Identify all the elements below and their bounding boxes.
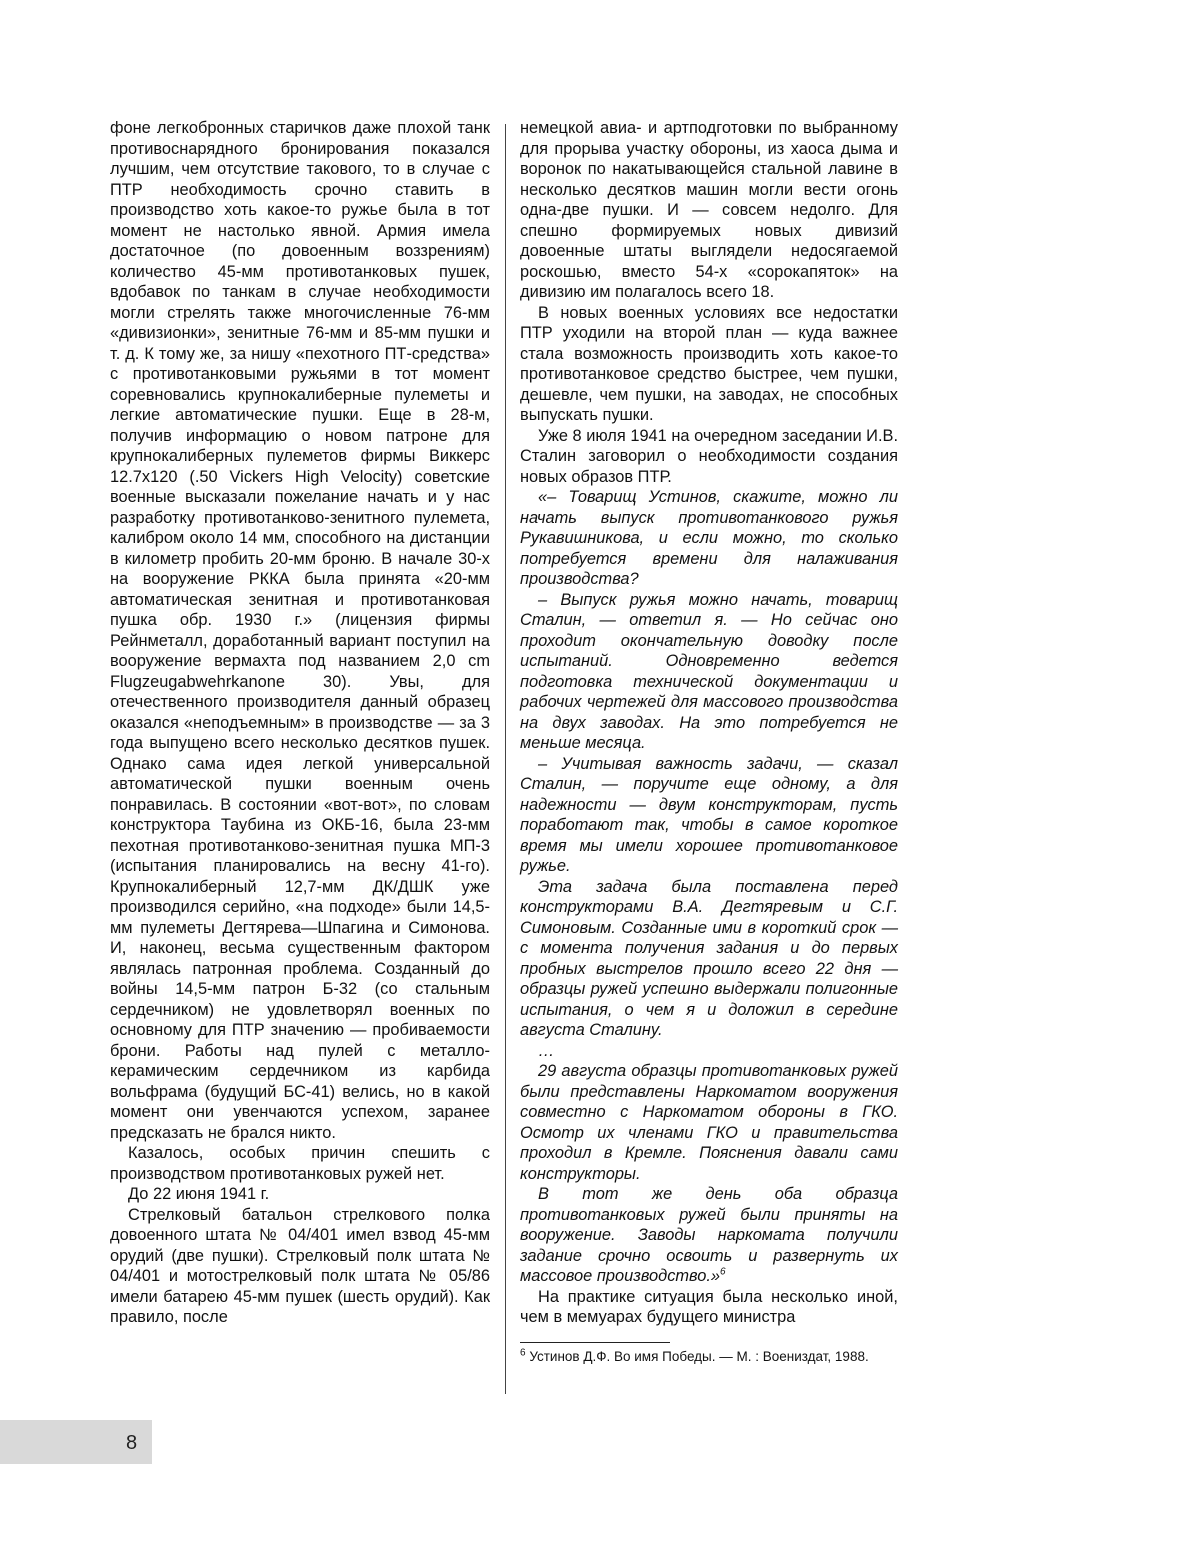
paragraph: В новых военных условиях все недостатки ПТР уходили на второй план — куда важнее стала возможность производить хоть какое-то противотанковое средство быстрее, чем пушки, дешевле, чем пушки, на заводах, не способных выпускать пушки.	[520, 303, 898, 424]
paragraph: На практике ситуация была несколько иной, чем в мемуарах будущего министра	[520, 1287, 898, 1326]
paragraph: Уже 8 июля 1941 на очередном заседании И.В. Сталин заговорил о необходимости создания новых образов ПТР.	[520, 426, 898, 486]
paragraph: Казалось, особых причин спешить с производством противотанковых ружей нет.	[110, 1144, 490, 1183]
paragraph: немецкой авиа- и артподготовки по выбранному для прорыва участку обороны, из хаоса дыма и воронок по накатывающейся стальной лавине в несколько десятков машин могли вести огонь одна-две пушки. И — совсем недолго. Для спешно формируемых новых дивизий довоенные штаты выглядели недосягаемой роскошью, вместо 54-х «сорокапяток» на дивизию им полагалось всего 18.	[520, 119, 898, 301]
quote-paragraph: – Учитывая важность задачи, — сказал Сталин, — поручите еще одному, а для надежности — двум конструкторам, пусть поработают так, чтобы в самое короткое время мы имели хорошее противотанковое ружье.	[520, 754, 898, 875]
column-divider	[505, 124, 506, 1394]
footnote-text: Устинов Д.Ф. Во имя Победы. — М. : Воениздат, 1988.	[525, 1348, 869, 1364]
quote-ellipsis: …	[538, 1041, 555, 1060]
quote-paragraph: 29 августа образцы противотанковых ружей были представлены Наркоматом вооружения совместно с Наркоматом обороны в ГКО. Осмотр их членами ГКО и правительства проходил в Кремле. Пояснения давали сами конструкторы.	[520, 1062, 898, 1183]
right-column	[520, 118, 898, 1366]
quote-paragraph: – Выпуск ружья можно начать, товарищ Сталин, — ответил я. — Но сейчас оно проходит окончательную доводку после испытаний. Одновременно ведется подготовка технической документации и рабочих чертежей для массового производства на двух заводах. На это потребуется не меньше месяца.	[520, 590, 898, 752]
footnote-reference[interactable]: 6	[720, 1266, 726, 1278]
footnote-divider	[520, 1342, 670, 1343]
paragraph: фоне легкобронных старичков даже плохой танк противоснарядного бронирования показался лучшим, чем отсутствие такового, то в случае с ПТР необходимость срочно ставить в производство хоть какое-то ружье была в тот момент не настолько явной. Армия имела достаточное (по довоенным воззрениям) количество 45-мм противотанковых пушек, вдобавок по танкам в случае необходимости могли стрелять также многочисленные 76-мм «дивизионки», зенитные 76-мм и 85-мм пушки и т. д. К тому же, за нишу «пехотного ПТ-средства» с противотанковыми ружьями в тот момент соревновались крупнокалиберные пулеметы и легкие автоматические пушки. Еще в 28-м, получив информацию о новом патроне для крупнокалиберных пулеметов фирмы Виккерс 12.7x120 (.50 Vickers High Velocity) советские военные высказали пожелание начать и у нас разработку противотанково-зенитного пулемета, калибром около 14 мм, способного на дистанции в километр пробить 20-мм броню. В начале 30-х на вооружение РККА была принята «20-мм автоматическая зенитная и противотанковая пушка обр. 1930 г.» (лицензия фирмы Рейнметалл, доработанный вариант поступил на вооружение вермахта под названием 2,0 cm Flugzeugabwehrkanone 30). Увы, для отечественного производителя данный образец оказался «неподъемным» в производстве — за 3 года выпущено всего несколько десятков пушек. Однако сама идея легкой универсальной автоматической пушки военным очень понравилась. В состоянии «вот-вот», по словам конструктора Таубина из ОКБ-16, была 23-мм пехотная противотанково-зенитная пушка МП-3 (испытания планировались на весну 41-го). Крупнокалиберный 12,7-мм ДК/ДШК уже производился серийно, «на подходе» были 14,5-мм пулеметы Дегтярева—Шпагина и Симонова. И, наконец, весьма существенным фактором являлась патронная проблема. Созданный до войны 14,5-мм патрон Б-32 (со стальным сердечником) не удовлетворял военных по основному для ПТР значению — пробиваемости брони. Работы над пулей с металло-керамическим сердечником из карбида вольфрама (будущий БС-41) велись, но в какой момент они увенчаются успехом, заранее предсказать не брался никто.	[110, 119, 490, 1142]
quote-paragraph	[520, 1184, 898, 1287]
paragraph: Стрелковый батальон стрелкового полка довоенного штата № 04/401 имел взвод 45-мм орудий (две пушки). Стрелковый полк штата № 04/401 и мотострелковый полк штата № 05/86 имели батарею 45-мм пушек (шесть орудий). Как правило, после	[110, 1205, 490, 1326]
quote-text: В тот же день оба образца противотанковых ружей были приняты на вооружение. Заводы наркомата получили задание срочно освоить и развернуть их массовое производство.»	[520, 1185, 898, 1285]
page-number: 8	[126, 1432, 138, 1454]
left-column	[110, 118, 490, 1328]
footnote-marker: 6	[520, 1347, 526, 1358]
paragraph: До 22 июня 1941 г.	[128, 1185, 270, 1203]
quote-paragraph: «– Товарищ Устинов, скажите, можно ли начать выпуск противотанкового ружья Рукавишникова, и если можно, то сколько потребуется времени для налаживания производства?	[520, 488, 898, 588]
quote-paragraph: Эта задача была поставлена перед конструкторами В.А. Дегтяревым и С.Г. Симоновым. Созданные ими в короткий срок — с момента получения задания и до первых пробных выстрелов прошло всего 22 дня — образцы ружей успешно выдержали полигонные испытания, о чем я и доложил в середине августа Сталину.	[520, 877, 898, 1039]
footnote	[520, 1348, 898, 1366]
